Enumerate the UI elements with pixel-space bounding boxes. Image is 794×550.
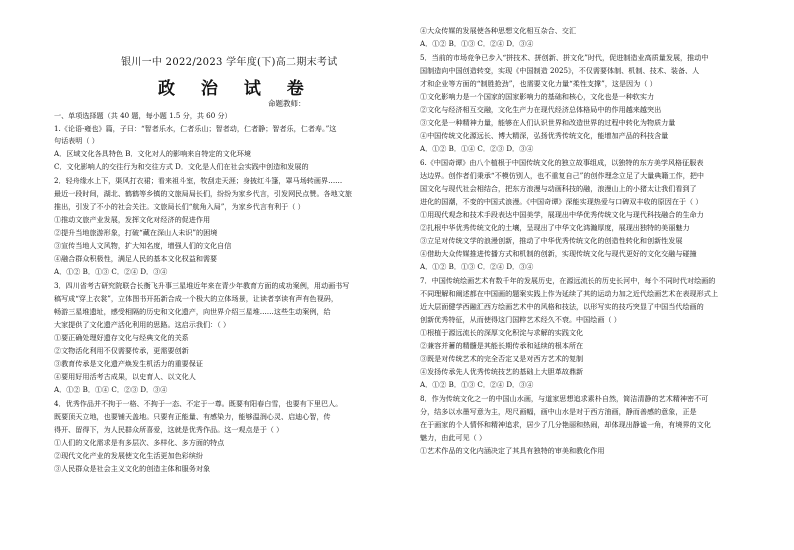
statement-line: ①艺术作品的文化内涵决定了其具有独特的审美和教化作用 [420, 446, 605, 455]
statement-line: ④融合群众积极性，满足人民的基本文化权益和需要 [54, 254, 218, 263]
statement-line: ②文化与经济相互交融，文化生产力在现代经济总体格局中的作用越来越突出 [420, 105, 662, 114]
statement-line: ①推动文旅产业发展，发挥文化对经济的促进作用 [54, 215, 211, 224]
statement-line: ③人民群众是社会主义文化的创造主体和服务对象 [54, 464, 211, 473]
statement-line: ④发扬传承先人优秀传统技艺的基础上大胆革故鼎新 [420, 367, 584, 376]
option-line: A．区域文化各具特色 B．文化对人的影响来自特定的文化环境 [54, 149, 252, 158]
question-line: 不同理解和阐述都在中国画的题案实践上作为延续了其的运动力加之近代绘画艺术在表现形式上 [420, 289, 718, 298]
question-line: 进化的国潮，不变的中国式浪漫。《中国奇谭》深能实现热爱与口碑双丰收的原因在于（ ） [420, 197, 703, 206]
question-line: 5．当前的市场竞争已步入“拼技术、拼创新、拼文化”时代，促进制造业高质量发展，推动中 [420, 53, 709, 62]
option-line: A．①② B．①③ C．②④ D．③④ [54, 267, 168, 276]
statement-line: ②文物活化利用不仅需要传承，更需要创新 [54, 346, 189, 355]
option-line: A．①② B．①④ C．②③ D．③④ [420, 144, 534, 153]
section-heading: 一、单项选择题（共 40 题，每小题 1.5 分，共 60 分） [54, 111, 232, 120]
statement-line: ①文化影响力是一个国家的国家影响力的基础和核心，文化也是一种软实力 [420, 92, 655, 101]
question-line: 畅游三星堆遗址，感受相隔的历史和文化遗产，向世界介绍三星堆……这些生动案例，给 [54, 307, 331, 316]
option-line: A．①② B．①④ C．②③ D．③④ [54, 385, 168, 394]
question-line: 既要顶天立地，也要铺天盖地。只要有正能量、有感染力，能够温润心灵、启迪心智，传 [54, 412, 331, 421]
question-line: 在于画家的个人情怀和精神追求，居少了几分艳丽和热闹，却体现出静谧一角，有境界的文化 [420, 420, 711, 429]
question-line: 8．作为传统文化之一的中国山水画，与道家思想追求素朴自然，简洁清静的艺术精神密不可 [420, 394, 709, 403]
question-line: 创新优秀特征，从而使得这门国粹艺术经久不衰。中国绘画（ ） [420, 315, 621, 324]
statement-line: ④要用好用活考古成果，以史育人、以文化人 [54, 372, 196, 381]
exam-school-title: 银川一中 2022/2023 学年度(下)高二期末考试 [121, 57, 338, 68]
question-line: 国文化与现代社会相结合，把东方浪漫与动画科技的融，浪漫山上的小猪太让我们看到了 [420, 184, 697, 193]
question-line: 最近一段时间，湖北、鹤鹤等乡镇的文旅局局长们，纷纷为家乡代言，引发网民点赞。各地文旅 [54, 189, 352, 198]
question-line: 推出，引发了不小的社会关注。文旅局长们“航角入局”，为家乡代言有利于（ ） [54, 202, 305, 211]
statement-line: ②提升当地旅游形象，打破“藏在深山人未识”的困境 [54, 228, 218, 237]
question-line: 句话表明（ ） [54, 136, 99, 145]
question-line: 6.《中国奇谭》由八个植根于中国传统文化的独立故事组成，以独特的东方美学风格征服表 [420, 158, 704, 167]
exam-subject-title: 政 治 试 卷 [158, 79, 314, 99]
statement-line: ③宣传当地人文风物，扩大知名度，增强人们的文化自信 [54, 241, 232, 250]
question-line: 近大层面健学西融汇西方绘画艺术中的风格和技法，以形写实的技巧突显了中国当代绘画的 [420, 302, 704, 311]
statement-line: ②现代文化产业的发展使文化生活更加色彩缤纷 [54, 451, 203, 460]
statement-line: ①根植于源远流长的深厚文化积淀与求解的实践文化 [420, 328, 584, 337]
question-setter-label: 命题教师： [268, 99, 306, 108]
statement-line: ④借助大众传媒推进传播方式和机制的创新，实现传统文化与现代更好的文化交融与碰撞 [420, 249, 697, 258]
question-line: 1.《论语·雍也》篇，子曰：“智者乐水，仁者乐山；智者动，仁者静；智者乐，仁者寿。”这 [54, 124, 337, 133]
statement-line: ③教育传承是文化遗产焕发生机活力的重要保证 [54, 359, 203, 368]
question-line: 4．优秀作品并不拘于一格、不拘于一态、不定于一尊。既要有阳春白雪，也要有下里巴人。 [54, 399, 343, 408]
question-line: 7．中国传统绘画艺术有数千年的发展历史，在源远流长的历史长河中，每个不同时代对绘画的 [420, 276, 716, 285]
option-line: A．①② B．①③ C．②④ D．③④ [420, 39, 534, 48]
statement-line: ①用现代观念和技术手段表达中国美学，展现出中华优秀传统文化与现代科技融合的生命力 [420, 210, 704, 219]
question-line: 达边界。创作者们秉承“不模仿别人，也不重复自己”的创作理念立足了大量典籍工作，把中 [420, 171, 704, 180]
question-line: 分，结多以水墨写意为主，咫尺画幅，画中山水是对于西方油画，静而善感的意象，正是 [420, 407, 697, 416]
question-line: 才和企业等方面的“制胜抢劲”，也需要文化力量“柔性支撑”，这是因为（ ） [420, 79, 657, 88]
question-line: 3．四川省考古研究院联合长衡飞升事三星堆近年来在青少年教育方面的成功案例，用动画书写 [54, 281, 350, 290]
statement-line: ①要正确处理好遗存文化与经典文化的关系 [54, 333, 189, 342]
statement-line: ①人们的文化需求是有多层次、多样化、多方面的特点 [54, 438, 225, 447]
statement-line: ②扎根中华优秀传统文化的土壤，呈现出了中华文化鸿瀚厚度，展现出独特的美丽魅力 [420, 223, 690, 232]
question-line: 大家提供了文化遗产活化利用的思路。这启示我们：（ ） [54, 320, 231, 329]
statement-line: ③文化是一种精神力量，能够在人们认识世界和改造世界的过程中转化为物质力量 [420, 118, 676, 127]
statement-line: ②兼容并蓄的精髓是其能长期传承和延续的根本所在 [420, 341, 584, 350]
statement-line: ④大众传媒的发展使各种思想文化相互杂合、交汇 [420, 26, 577, 35]
question-line: 2．轻舟缘水上下，渠风打衣裙；看来祖斗室，牧刮走天涯；身披红斗篷，罩马场转画界…… [54, 176, 343, 185]
question-line: 得开、留得下，为人民群众所喜爱，这就是优秀作品。这一观点是于（ ） [54, 425, 284, 434]
option-line: C．文化影响人的交往行为和交往方式 D．文化是人们在社会实践中创造和发展的 [54, 162, 309, 171]
statement-line: ③立足对传统文学的浪漫创新，推动了中华优秀传统文化的创造性转化和创新性发展 [420, 236, 683, 245]
statement-line: ④中国传统文化源远长、博大精深，弘扬优秀传统文化，能增加产品的科技含量 [420, 131, 669, 140]
option-line: A．①② B．①③ C．②④ D．③④ [420, 380, 534, 389]
question-line: 魅力，由此可见（ ） [420, 433, 487, 442]
option-line: A．①② B．①③ C．②④ D．③④ [420, 262, 534, 271]
question-line: 国制造向中国创造转变，实现《中国制造 2025》，不仅需要体制、机制、技术、装备、人 [420, 66, 700, 75]
statement-line: ③既是对传统艺术的完全否定又是对西方艺术的复制 [420, 354, 584, 363]
question-line: 稿写成“穿上衣裳”，立体图书开拓新合成一个极大的立体场景，让读者享读有声有色视码， [54, 294, 338, 303]
